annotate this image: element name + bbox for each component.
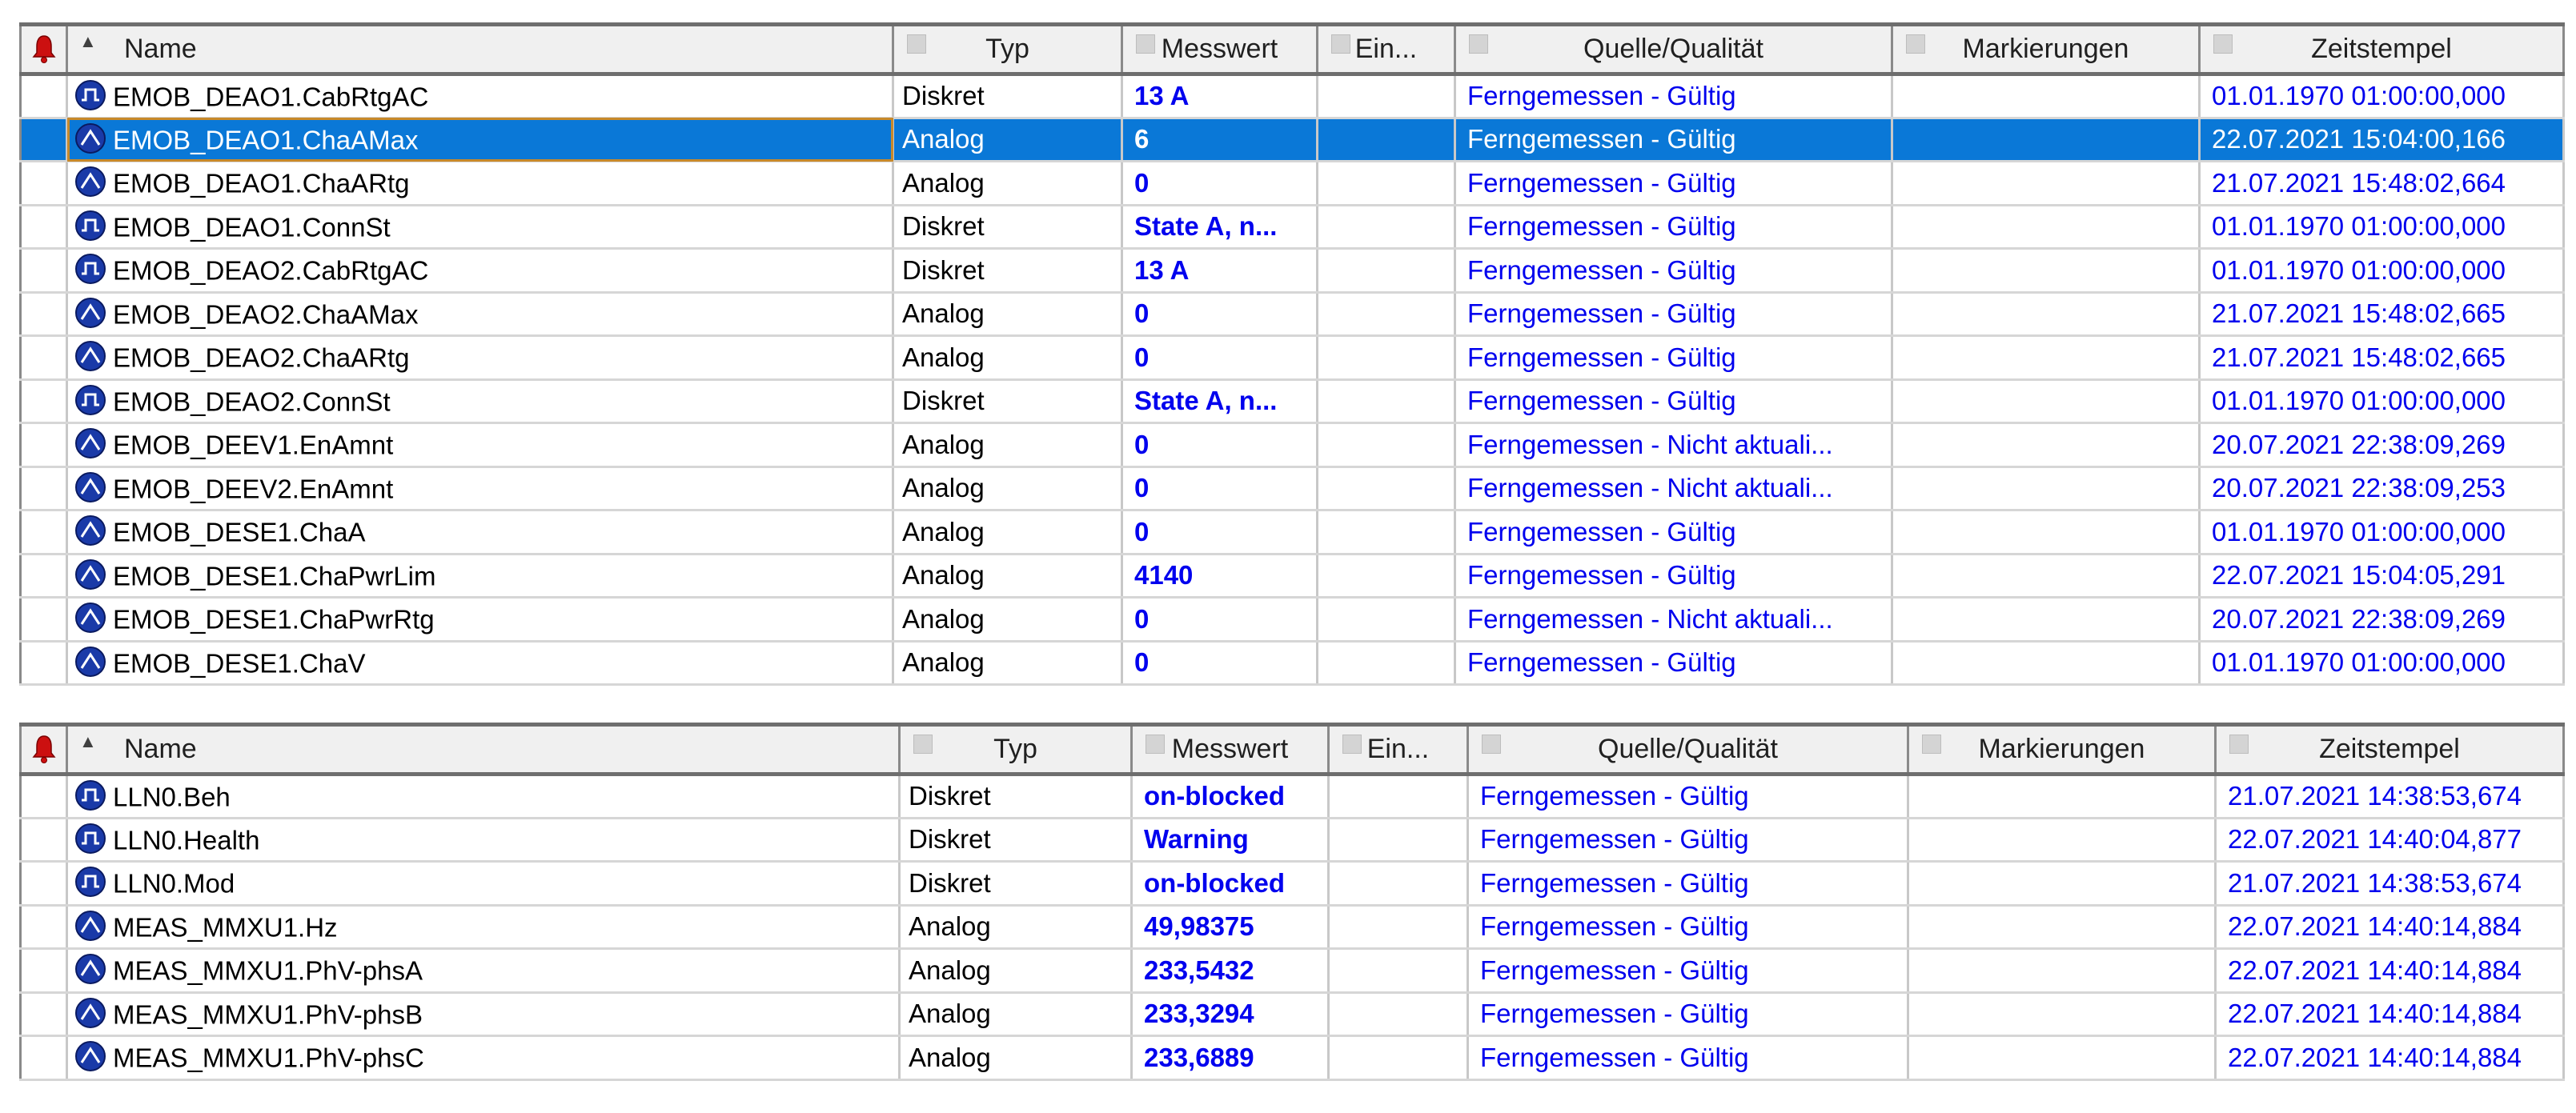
- quality-cell[interactable]: Ferngemessen - Gültig: [1455, 379, 1892, 423]
- column-header-label: Name: [124, 734, 197, 764]
- alarm-column-header[interactable]: [21, 725, 67, 775]
- column-header-timestamp[interactable]: [2216, 725, 2564, 775]
- value-cell[interactable]: State A, n...: [1122, 379, 1318, 423]
- unit-cell[interactable]: [1318, 118, 1455, 162]
- name-cell[interactable]: [67, 423, 893, 467]
- analog-signal-icon: [74, 953, 106, 985]
- name-cell[interactable]: [67, 905, 900, 949]
- alarm-cell[interactable]: [21, 336, 67, 380]
- timestamp-cell[interactable]: 01.01.1970 01:00:00,000: [2200, 510, 2564, 554]
- table-row[interactable]: [21, 205, 2564, 249]
- unit-cell[interactable]: [1318, 205, 1455, 249]
- column-header-label: Quelle/Qualität: [1583, 34, 1763, 64]
- table-row[interactable]: [21, 510, 2564, 554]
- table-row[interactable]: [21, 466, 2564, 510]
- value-cell[interactable]: on-blocked: [1132, 775, 1329, 819]
- column-header-type[interactable]: [893, 25, 1122, 74]
- column-header-name[interactable]: [67, 725, 900, 775]
- name-cell[interactable]: [67, 949, 900, 993]
- alarm-cell[interactable]: [21, 118, 67, 162]
- timestamp-cell[interactable]: 22.07.2021 15:04:05,291: [2200, 554, 2564, 598]
- analog-signal-icon: [74, 602, 106, 634]
- marks-cell[interactable]: [1908, 1036, 2216, 1080]
- value-cell[interactable]: 4140: [1122, 554, 1318, 598]
- signal-name: MEAS_MMXU1.PhV-phsB: [113, 999, 423, 1029]
- timestamp-cell[interactable]: 20.07.2021 22:38:09,269: [2200, 598, 2564, 642]
- value-cell[interactable]: 0: [1122, 292, 1318, 336]
- discrete-signal-icon: [74, 384, 106, 416]
- name-cell[interactable]: [67, 1036, 900, 1080]
- sort-ascending-icon: ▲: [79, 731, 97, 751]
- signal-name: EMOB_DEAO1.ConnSt: [113, 211, 391, 242]
- quality-cell[interactable]: Ferngemessen - Nicht aktuali...: [1455, 423, 1892, 467]
- column-filter-icon: [1342, 735, 1362, 754]
- column-filter-icon: [1482, 735, 1501, 754]
- marks-cell[interactable]: [1892, 379, 2200, 423]
- timestamp-cell[interactable]: 22.07.2021 15:04:00,166: [2200, 118, 2564, 162]
- analog-signal-icon: [74, 997, 106, 1029]
- quality-cell[interactable]: Ferngemessen - Gültig: [1455, 641, 1892, 685]
- analog-signal-icon: [74, 646, 106, 678]
- alarm-cell[interactable]: [21, 949, 67, 993]
- column-filter-icon: [1469, 34, 1488, 54]
- signal-name: LLN0.Beh: [113, 781, 231, 811]
- table-row[interactable]: [21, 379, 2564, 423]
- signal-name: EMOB_DEAO2.CabRtgAC: [113, 255, 429, 286]
- timestamp-cell[interactable]: 22.07.2021 14:40:14,884: [2216, 905, 2564, 949]
- value-cell[interactable]: 13 A: [1122, 74, 1318, 118]
- type-cell[interactable]: Diskret: [893, 379, 1122, 423]
- column-filter-icon: [913, 735, 933, 754]
- type-cell[interactable]: Analog: [893, 598, 1122, 642]
- column-header-type[interactable]: [900, 725, 1132, 775]
- column-filter-icon: [1906, 34, 1925, 54]
- value-cell[interactable]: on-blocked: [1132, 862, 1329, 906]
- type-cell[interactable]: Analog: [893, 118, 1122, 162]
- timestamp-cell[interactable]: 21.07.2021 15:48:02,665: [2200, 336, 2564, 380]
- column-filter-icon: [2213, 34, 2233, 54]
- analog-signal-icon: [74, 166, 106, 198]
- alarm-cell[interactable]: [21, 423, 67, 467]
- name-cell[interactable]: [67, 466, 893, 510]
- type-cell[interactable]: Diskret: [893, 205, 1122, 249]
- table-row[interactable]: [21, 1036, 2564, 1080]
- unit-cell[interactable]: [1318, 423, 1455, 467]
- analog-signal-icon: [74, 514, 106, 546]
- value-cell[interactable]: 0: [1122, 336, 1318, 380]
- signal-name: EMOB_DEAO1.ChaAMax: [113, 124, 419, 154]
- alarm-cell[interactable]: [21, 905, 67, 949]
- name-cell[interactable]: [67, 641, 893, 685]
- column-header-value[interactable]: [1132, 725, 1329, 775]
- column-header-label: Ein...: [1366, 734, 1430, 764]
- unit-cell[interactable]: [1318, 510, 1455, 554]
- alarm-cell[interactable]: [21, 379, 67, 423]
- alarm-cell[interactable]: [21, 775, 67, 819]
- name-cell[interactable]: [67, 775, 900, 819]
- timestamp-cell[interactable]: 01.01.1970 01:00:00,000: [2200, 379, 2564, 423]
- column-header-unit[interactable]: [1318, 25, 1455, 74]
- marks-cell[interactable]: [1892, 554, 2200, 598]
- alarm-cell[interactable]: [21, 205, 67, 249]
- table-row[interactable]: [21, 905, 2564, 949]
- column-header-quality[interactable]: [1455, 25, 1892, 74]
- signal-name: EMOB_DEEV1.EnAmnt: [113, 430, 394, 460]
- alarm-column-header[interactable]: [21, 25, 67, 74]
- name-cell[interactable]: [67, 818, 900, 862]
- value-cell[interactable]: 0: [1122, 510, 1318, 554]
- column-header-unit[interactable]: [1329, 725, 1468, 775]
- alarm-cell[interactable]: [21, 554, 67, 598]
- column-filter-icon: [1136, 34, 1155, 54]
- value-cell[interactable]: 49,98375: [1132, 905, 1329, 949]
- type-cell[interactable]: Analog: [900, 1036, 1132, 1080]
- quality-cell[interactable]: Ferngemessen - Gültig: [1468, 862, 1908, 906]
- value-cell[interactable]: 13 A: [1122, 249, 1318, 293]
- alarm-cell[interactable]: [21, 249, 67, 293]
- value-cell[interactable]: 0: [1122, 423, 1318, 467]
- marks-cell[interactable]: [1892, 118, 2200, 162]
- signal-table-1: [19, 22, 2565, 686]
- value-cell[interactable]: 6: [1122, 118, 1318, 162]
- analog-signal-icon: [74, 427, 106, 459]
- value-cell[interactable]: 233,5432: [1132, 949, 1329, 993]
- table-row[interactable]: [21, 74, 2564, 118]
- type-cell[interactable]: Analog: [893, 510, 1122, 554]
- marks-cell[interactable]: [1892, 205, 2200, 249]
- marks-cell[interactable]: [1892, 162, 2200, 206]
- type-cell[interactable]: Diskret: [900, 818, 1132, 862]
- type-cell[interactable]: Analog: [893, 336, 1122, 380]
- analog-signal-icon: [74, 471, 106, 503]
- signal-name: EMOB_DEAO1.CabRtgAC: [113, 81, 429, 111]
- signal-name: EMOB_DESE1.ChaA: [113, 517, 366, 547]
- timestamp-cell[interactable]: 21.07.2021 14:38:53,674: [2216, 775, 2564, 819]
- column-header-label: Zeitstempel: [2319, 734, 2460, 764]
- unit-cell[interactable]: [1318, 249, 1455, 293]
- type-cell[interactable]: Diskret: [900, 775, 1132, 819]
- quality-cell[interactable]: Ferngemessen - Gültig: [1455, 336, 1892, 380]
- table-header: [21, 25, 2564, 74]
- signal-name: EMOB_DESE1.ChaV: [113, 647, 366, 678]
- column-header-label: Messwert: [1161, 34, 1278, 64]
- value-cell[interactable]: Warning: [1132, 818, 1329, 862]
- alarm-cell[interactable]: [21, 862, 67, 906]
- column-filter-icon: [907, 34, 926, 54]
- column-header-value[interactable]: [1122, 25, 1318, 74]
- column-header-label: Typ: [985, 34, 1029, 64]
- signal-name: EMOB_DEEV2.EnAmnt: [113, 473, 394, 503]
- column-header-timestamp[interactable]: [2200, 25, 2564, 74]
- quality-cell[interactable]: Ferngemessen - Gültig: [1468, 1036, 1908, 1080]
- analog-signal-icon: [74, 340, 106, 372]
- table-row[interactable]: [21, 336, 2564, 380]
- table-row[interactable]: [21, 949, 2564, 993]
- quality-cell[interactable]: Ferngemessen - Gültig: [1455, 74, 1892, 118]
- alarm-cell[interactable]: [21, 510, 67, 554]
- unit-cell[interactable]: [1318, 466, 1455, 510]
- marks-cell[interactable]: [1892, 292, 2200, 336]
- alarm-cell[interactable]: [21, 818, 67, 862]
- table-row[interactable]: [21, 862, 2564, 906]
- unit-cell[interactable]: [1318, 162, 1455, 206]
- column-header-label: Zeitstempel: [2311, 34, 2452, 64]
- marks-cell[interactable]: [1892, 74, 2200, 118]
- table-body: [21, 775, 2564, 1080]
- bell-icon: [32, 34, 56, 63]
- column-header-label: Name: [124, 34, 197, 64]
- quality-cell[interactable]: Ferngemessen - Gültig: [1455, 162, 1892, 206]
- name-cell[interactable]: [67, 554, 893, 598]
- marks-cell[interactable]: [1908, 949, 2216, 993]
- column-header-marks[interactable]: [1908, 725, 2216, 775]
- alarm-cell[interactable]: [21, 641, 67, 685]
- name-cell[interactable]: [67, 292, 893, 336]
- table-row[interactable]: [21, 292, 2564, 336]
- unit-cell[interactable]: [1329, 905, 1468, 949]
- name-cell[interactable]: [67, 992, 900, 1036]
- type-cell[interactable]: Analog: [900, 949, 1132, 993]
- unit-cell[interactable]: [1329, 949, 1468, 993]
- unit-cell[interactable]: [1318, 598, 1455, 642]
- unit-cell[interactable]: [1329, 1036, 1468, 1080]
- value-cell[interactable]: State A, n...: [1122, 205, 1318, 249]
- column-header-label: Typ: [993, 734, 1037, 764]
- marks-cell[interactable]: [1908, 992, 2216, 1036]
- name-cell[interactable]: [67, 249, 893, 293]
- timestamp-cell[interactable]: 22.07.2021 14:40:14,884: [2216, 1036, 2564, 1080]
- column-header-label: Markierungen: [1978, 734, 2145, 764]
- unit-cell[interactable]: [1329, 775, 1468, 819]
- discrete-signal-icon: [74, 79, 106, 111]
- name-cell[interactable]: [67, 598, 893, 642]
- name-cell[interactable]: [67, 510, 893, 554]
- quality-cell[interactable]: Ferngemessen - Gültig: [1455, 249, 1892, 293]
- marks-cell[interactable]: [1908, 905, 2216, 949]
- type-cell[interactable]: Analog: [900, 992, 1132, 1036]
- signal-name: EMOB_DEAO2.ConnSt: [113, 386, 391, 416]
- quality-cell[interactable]: Ferngemessen - Gültig: [1468, 905, 1908, 949]
- table-body: [21, 74, 2564, 685]
- column-header-label: Messwert: [1171, 734, 1289, 764]
- column-header-label: Markierungen: [1962, 34, 2129, 64]
- type-cell[interactable]: Analog: [893, 641, 1122, 685]
- name-cell[interactable]: [67, 379, 893, 423]
- marks-cell[interactable]: [1908, 818, 2216, 862]
- signal-name: MEAS_MMXU1.Hz: [113, 911, 338, 942]
- table-row[interactable]: [21, 641, 2564, 685]
- timestamp-cell[interactable]: 22.07.2021 14:40:04,877: [2216, 818, 2564, 862]
- table-row[interactable]: [21, 775, 2564, 819]
- signal-table-2: [19, 723, 2565, 1081]
- timestamp-cell[interactable]: 22.07.2021 14:40:14,884: [2216, 992, 2564, 1036]
- column-header-name[interactable]: [67, 25, 893, 74]
- unit-cell[interactable]: [1318, 641, 1455, 685]
- type-cell[interactable]: Diskret: [900, 862, 1132, 906]
- timestamp-cell[interactable]: 01.01.1970 01:00:00,000: [2200, 641, 2564, 685]
- signal-name: EMOB_DEAO2.ChaARtg: [113, 342, 410, 373]
- unit-cell[interactable]: [1318, 554, 1455, 598]
- discrete-signal-icon: [74, 210, 106, 242]
- quality-cell[interactable]: Ferngemessen - Gültig: [1455, 292, 1892, 336]
- discrete-signal-icon: [74, 823, 106, 855]
- signal-name: LLN0.Health: [113, 824, 260, 855]
- marks-cell[interactable]: [1892, 336, 2200, 380]
- name-cell[interactable]: [67, 205, 893, 249]
- analog-signal-icon: [74, 910, 106, 942]
- name-cell[interactable]: [67, 118, 893, 162]
- timestamp-cell[interactable]: 21.07.2021 14:38:53,674: [2216, 862, 2564, 906]
- marks-cell[interactable]: [1892, 598, 2200, 642]
- value-cell[interactable]: 0: [1122, 466, 1318, 510]
- column-filter-icon: [1331, 34, 1350, 54]
- quality-cell[interactable]: Ferngemessen - Gültig: [1468, 949, 1908, 993]
- unit-cell[interactable]: [1318, 74, 1455, 118]
- alarm-cell[interactable]: [21, 162, 67, 206]
- marks-cell[interactable]: [1892, 249, 2200, 293]
- value-cell[interactable]: 0: [1122, 162, 1318, 206]
- quality-cell[interactable]: Ferngemessen - Nicht aktuali...: [1455, 466, 1892, 510]
- quality-cell[interactable]: Ferngemessen - Gültig: [1468, 818, 1908, 862]
- signal-name: MEAS_MMXU1.PhV-phsC: [113, 1043, 424, 1073]
- unit-cell[interactable]: [1329, 862, 1468, 906]
- column-header-marks[interactable]: [1892, 25, 2200, 74]
- discrete-signal-icon: [74, 253, 106, 285]
- quality-cell[interactable]: Ferngemessen - Gültig: [1455, 510, 1892, 554]
- table-header: [21, 725, 2564, 775]
- type-cell[interactable]: Analog: [893, 423, 1122, 467]
- table-row[interactable]: [21, 818, 2564, 862]
- signal-name: EMOB_DESE1.ChaPwrLim: [113, 560, 436, 591]
- column-header-label: Quelle/Qualität: [1598, 734, 1778, 764]
- type-cell[interactable]: Analog: [893, 292, 1122, 336]
- unit-cell[interactable]: [1318, 379, 1455, 423]
- table-row[interactable]: [21, 162, 2564, 206]
- column-filter-icon: [1922, 735, 1941, 754]
- analog-signal-icon: [74, 559, 106, 591]
- unit-cell[interactable]: [1318, 292, 1455, 336]
- signal-name: EMOB_DEAO1.ChaARtg: [113, 168, 410, 198]
- marks-cell[interactable]: [1892, 423, 2200, 467]
- bell-icon: [32, 735, 56, 763]
- signal-name: EMOB_DESE1.ChaPwrRtg: [113, 604, 435, 635]
- marks-cell[interactable]: [1892, 641, 2200, 685]
- timestamp-cell[interactable]: 01.01.1970 01:00:00,000: [2200, 249, 2564, 293]
- value-cell[interactable]: 0: [1122, 598, 1318, 642]
- unit-cell[interactable]: [1318, 336, 1455, 380]
- timestamp-cell[interactable]: 01.01.1970 01:00:00,000: [2200, 74, 2564, 118]
- unit-cell[interactable]: [1329, 992, 1468, 1036]
- column-header-label: Ein...: [1354, 34, 1418, 64]
- quality-cell[interactable]: Ferngemessen - Gültig: [1468, 992, 1908, 1036]
- analog-signal-icon: [74, 1040, 106, 1072]
- marks-cell[interactable]: [1892, 466, 2200, 510]
- column-header-quality[interactable]: [1468, 725, 1908, 775]
- type-cell[interactable]: Analog: [900, 905, 1132, 949]
- type-cell[interactable]: Diskret: [893, 74, 1122, 118]
- marks-cell[interactable]: [1892, 510, 2200, 554]
- unit-cell[interactable]: [1329, 818, 1468, 862]
- timestamp-cell[interactable]: 22.07.2021 14:40:14,884: [2216, 949, 2564, 993]
- quality-cell[interactable]: Ferngemessen - Gültig: [1455, 554, 1892, 598]
- value-cell[interactable]: 233,6889: [1132, 1036, 1329, 1080]
- signal-name: LLN0.Mod: [113, 868, 235, 899]
- name-cell[interactable]: [67, 162, 893, 206]
- type-cell[interactable]: Analog: [893, 554, 1122, 598]
- timestamp-cell[interactable]: 21.07.2021 15:48:02,664: [2200, 162, 2564, 206]
- alarm-cell[interactable]: [21, 74, 67, 118]
- table-row[interactable]: [21, 554, 2564, 598]
- value-cell[interactable]: 0: [1122, 641, 1318, 685]
- quality-cell[interactable]: Ferngemessen - Gültig: [1455, 118, 1892, 162]
- table-row[interactable]: [21, 598, 2564, 642]
- quality-cell[interactable]: Ferngemessen - Gültig: [1455, 205, 1892, 249]
- type-cell[interactable]: Analog: [893, 466, 1122, 510]
- signal-name: MEAS_MMXU1.PhV-phsA: [113, 955, 423, 986]
- name-cell[interactable]: [67, 336, 893, 380]
- marks-cell[interactable]: [1908, 862, 2216, 906]
- quality-cell[interactable]: Ferngemessen - Nicht aktuali...: [1455, 598, 1892, 642]
- column-filter-icon: [1146, 735, 1165, 754]
- timestamp-cell[interactable]: 01.01.1970 01:00:00,000: [2200, 205, 2564, 249]
- alarm-cell[interactable]: [21, 992, 67, 1036]
- sort-ascending-icon: ▲: [79, 31, 97, 51]
- name-cell[interactable]: [67, 74, 893, 118]
- alarm-cell[interactable]: [21, 292, 67, 336]
- column-filter-icon: [2229, 735, 2249, 754]
- table-row[interactable]: [21, 423, 2564, 467]
- table-row[interactable]: [21, 249, 2564, 293]
- discrete-signal-icon: [74, 779, 106, 811]
- alarm-cell[interactable]: [21, 598, 67, 642]
- analog-signal-icon: [74, 122, 106, 154]
- analog-signal-icon: [74, 297, 106, 329]
- name-cell[interactable]: [67, 862, 900, 906]
- timestamp-cell[interactable]: 20.07.2021 22:38:09,253: [2200, 466, 2564, 510]
- value-cell[interactable]: 233,3294: [1132, 992, 1329, 1036]
- table-row[interactable]: [21, 992, 2564, 1036]
- timestamp-cell[interactable]: 21.07.2021 15:48:02,665: [2200, 292, 2564, 336]
- type-cell[interactable]: Analog: [893, 162, 1122, 206]
- marks-cell[interactable]: [1908, 775, 2216, 819]
- alarm-cell[interactable]: [21, 466, 67, 510]
- type-cell[interactable]: Diskret: [893, 249, 1122, 293]
- alarm-cell[interactable]: [21, 1036, 67, 1080]
- table-row[interactable]: [21, 118, 2564, 162]
- quality-cell[interactable]: Ferngemessen - Gültig: [1468, 775, 1908, 819]
- timestamp-cell[interactable]: 20.07.2021 22:38:09,269: [2200, 423, 2564, 467]
- discrete-signal-icon: [74, 866, 106, 898]
- signal-name: EMOB_DEAO2.ChaAMax: [113, 298, 419, 329]
